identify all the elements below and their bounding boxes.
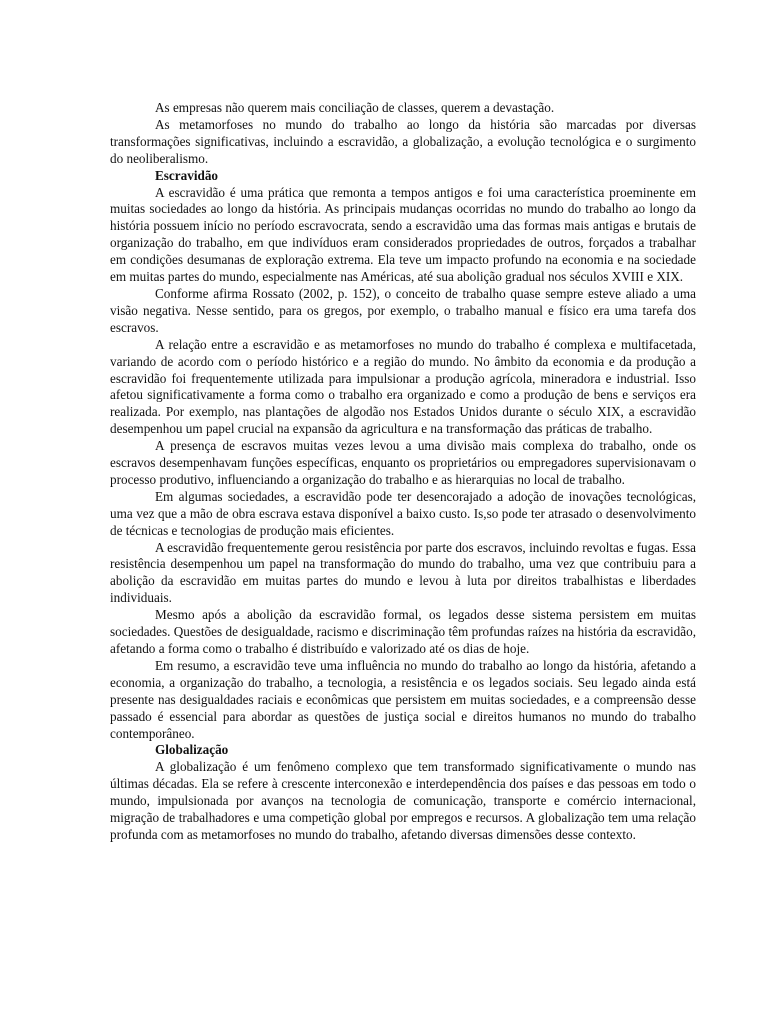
paragraph-resistencia: A escravidão frequentemente gerou resistência por parte dos escravos, incluindo revoltas e fugas. Essa resistência desempenhou um papel na transformação do mundo do trabalho, uma vez que contribuiu para a abolição da escravidão em muitas partes do mundo e levou à luta por direitos trabalhistas e liberdades individuais. xyxy=(110,539,696,606)
paragraph-metamorfoses: As metamorfoses no mundo do trabalho ao longo da história são marcadas por diversas transformações significativas, incluindo a escravidão, a globalização, a evolução tecnológica e o surgimento do neoliberalismo. xyxy=(110,116,696,166)
paragraph-devastacao: As empresas não querem mais conciliação de classes, querem a devastação. xyxy=(155,100,555,115)
paragraph-legados: Mesmo após a abolição da escravidão formal, os legados desse sistema persistem em muitas sociedades. Questões de desigualdade, racismo e discriminação têm profundas raízes na história da escravidão, afetando a forma como o trabalho é distribuído e valorizado até os dias de hoje. xyxy=(110,607,696,656)
paragraph-escravidao-intro: A escravidão é uma prática que remonta a tempos antigos e foi uma característica proeminente em muitas sociedades ao longo da história. As principais mudanças ocorridas no mundo do trabalho ao longo da história possuem início no período escravocrata, sendo a escravidão uma das formas mais antigas e brutais de organização do trabalho, em que indivíduos eram considerados propriedades de outros, forçados a trabalhar em condições desumanas de exploração extrema. Ela teve um impacto profundo na economia e na sociedade em muitas partes do mundo, especialmente nas Américas, até sua abolição gradual nos séculos XVIII e XIX. xyxy=(110,184,696,285)
paragraph-divisao: A presença de escravos muitas vezes levou a uma divisão mais complexa do trabalho, onde os escravos desempenhavam funções específicas, enquanto os proprietários ou empregadores supervisionavam o processo produtivo, influenciando a organização do trabalho e as hierarquias no local de trabalho. xyxy=(110,438,696,487)
paragraph-resumo: Em resumo, a escravidão teve uma influência no mundo do trabalho ao longo da história, afetando a economia, a organização do trabalho, a tecnologia, a resistência e os legados sociais. Seu legado ainda está presente nas desigualdades raciais e econômicas que persistem em muitas sociedades, e a compreensão desse passado é essencial para abordar as questões de justiça social e direitos humanos no mundo do trabalho contemporâneo. xyxy=(110,657,696,741)
heading-escravidao: Escravidão xyxy=(155,167,219,183)
paragraph-globalizacao: A globalização é um fenômeno complexo que tem transformado significativamente o mundo nas últimas décadas. Ela se refere à crescente interconexão e interdependência dos países e das pessoas em todo o mundo, impulsionada por avanços na tecnologia de comunicação, transporte e comércio internacional, migração de trabalhadores e uma competição global por empregos e recursos. A globalização tem uma relação profunda com as metamorfoses no mundo do trabalho, afetando diversas dimensões desse contexto. xyxy=(110,759,696,842)
paragraph-rossato: Conforme afirma Rossato (2002, p. 152), o conceito de trabalho quase sempre esteve aliado a uma visão negativa. Nesse sentido, para os gregos, por exemplo, o trabalho manual e físico era uma tarefa dos escravos. xyxy=(110,285,696,335)
paragraph-inovacoes: Em algumas sociedades, a escravidão pode ter desencorajado a adoção de inovações tecnológicas, uma vez que a mão de obra escrava estava disponível a baixo custo. Is,so pode ter atrasado o desenvolvimento de técnicas e tecnologias de produção mais eficientes. xyxy=(110,488,696,538)
paragraph-relacao: A relação entre a escravidão e as metamorfoses no mundo do trabalho é complexa e multifacetada, variando de acordo com o período histórico e a região do mundo. No âmbito da economia e da produção a escravidão foi frequentemente utilizada para impulsionar a produção agrícola, mineradora e industrial. Isso afetou significativamente a forma como o trabalho era organizado e como a produção de bens e serviços era realizada. Por exemplo, nas plantações de algodão nos Estados Unidos durante o século XIX, a escravidão desempenhou um papel crucial na expansão da agricultura e na transformação das práticas de trabalho. xyxy=(110,336,696,437)
heading-globalizacao: Globalização xyxy=(155,742,229,758)
